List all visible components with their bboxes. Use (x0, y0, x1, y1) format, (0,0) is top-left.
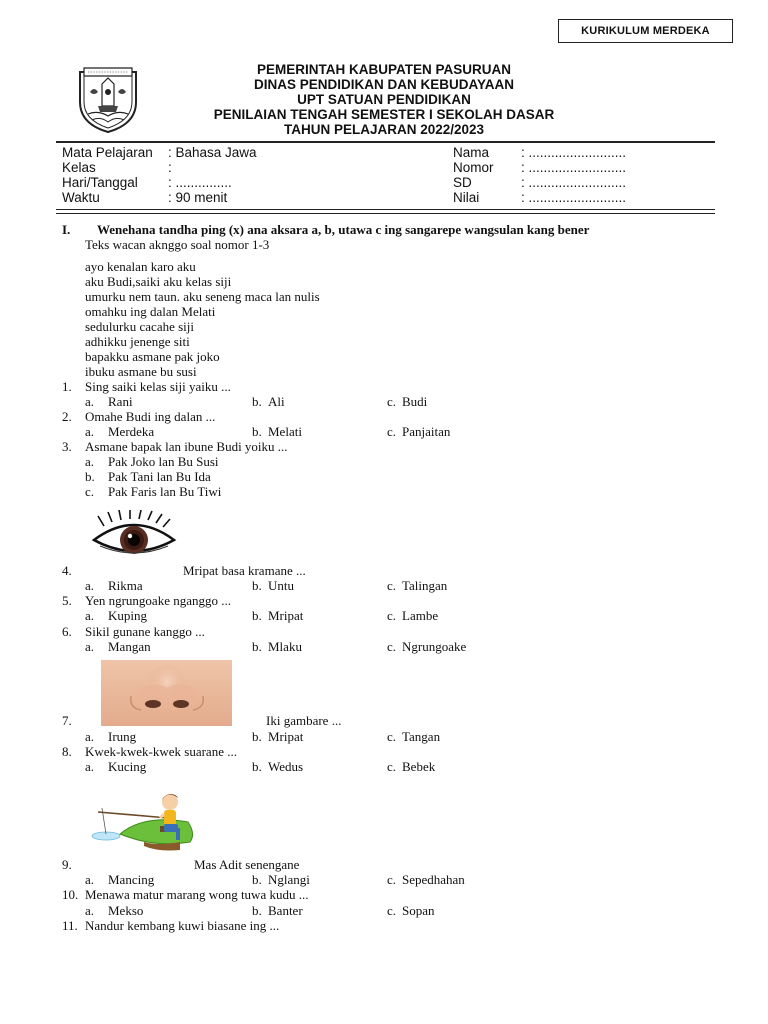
option-text[interactable]: Panjaitan (402, 424, 451, 439)
field-label-school: SD (453, 175, 472, 190)
header-line-5: TAHUN PELAJARAN 2022/2023 (283, 122, 485, 137)
option-text[interactable]: Kucing (108, 759, 147, 774)
option-text[interactable]: Mlaku (268, 639, 302, 654)
question-number: 5. (62, 593, 72, 608)
field-label-class: Kelas (62, 160, 96, 175)
field-value-number: : .......................... (521, 160, 627, 175)
option-text[interactable]: Mangan (108, 639, 151, 654)
option-text[interactable]: Mancing (108, 872, 155, 887)
option-letter[interactable]: a. (85, 639, 95, 654)
option-letter[interactable]: c. (387, 903, 397, 918)
question-text: Sing saiki kelas siji yaiku ... (85, 379, 231, 394)
curriculum-badge: KURIKULUM MERDEKA (558, 19, 733, 43)
option-letter[interactable]: a. (85, 759, 95, 774)
regency-logo (74, 62, 142, 134)
question-text: Asmane bapak lan ibune Budi yoiku ... (85, 439, 288, 454)
question-number: 6. (62, 624, 72, 639)
option-letter[interactable]: b. (252, 872, 262, 887)
option-letter[interactable]: c. (387, 639, 397, 654)
question-number: 9. (62, 857, 72, 872)
option-text[interactable]: Irung (108, 729, 137, 744)
option-text[interactable]: Mripat (268, 608, 304, 623)
option-letter[interactable]: a. (85, 454, 95, 469)
question-text: Mas Adit senengane (194, 857, 300, 872)
option-text[interactable]: Ngrungoake (402, 639, 467, 654)
field-label-name: Nama (453, 145, 490, 160)
field-value-subject: : Bahasa Jawa (168, 145, 257, 160)
option-letter[interactable]: b. (252, 608, 262, 623)
section-number: I. (62, 222, 71, 237)
field-value-score: : .......................... (521, 190, 627, 205)
reading-line: sedulurku cacahe siji (85, 319, 195, 334)
option-text[interactable]: Melati (268, 424, 302, 439)
question-text: Sikil gunane kanggo ... (85, 624, 205, 639)
option-letter[interactable]: b. (252, 729, 262, 744)
option-letter[interactable]: a. (85, 872, 95, 887)
option-text[interactable]: Wedus (268, 759, 304, 774)
option-text[interactable]: Budi (402, 394, 428, 409)
question-text: Yen ngrungoake nganggo ... (85, 593, 231, 608)
option-letter[interactable]: b. (252, 639, 262, 654)
option-letter[interactable]: c. (85, 484, 95, 499)
option-letter[interactable]: a. (85, 903, 95, 918)
field-value-time: : 90 menit (168, 190, 228, 205)
option-text[interactable]: Pak Tani lan Bu Ida (108, 469, 211, 484)
question-text: Iki gambare ... (266, 713, 342, 728)
option-text[interactable]: Ali (268, 394, 285, 409)
question-number: 10. (62, 887, 79, 902)
header-line-1: PEMERINTAH KABUPATEN PASURUAN (256, 62, 511, 77)
option-text[interactable]: Rani (108, 394, 133, 409)
option-letter[interactable]: b. (252, 903, 262, 918)
section-instruction: Wenehana tandha ping (x) ana aksara a, b, utawa c ing sangarepe wangsulan kang bener (97, 222, 590, 237)
nose-image (101, 660, 232, 726)
header-line-3: UPT SATUAN PENDIDIKAN (297, 92, 471, 107)
option-letter[interactable]: c. (387, 872, 397, 887)
option-text[interactable]: Sopan (402, 903, 435, 918)
option-letter[interactable]: c. (387, 759, 397, 774)
reading-line: bapakku asmane pak joko (85, 349, 220, 364)
option-letter[interactable]: c. (387, 424, 397, 439)
fishing-boy-image (84, 790, 196, 860)
field-label-score: Nilai (453, 190, 480, 205)
option-letter[interactable]: a. (85, 394, 95, 409)
option-text[interactable]: Kuping (108, 608, 147, 623)
header-line-4: PENILAIAN TENGAH SEMESTER I SEKOLAH DASAR (213, 107, 555, 122)
option-text[interactable]: Pak Faris lan Bu Tiwi (108, 484, 222, 499)
option-letter[interactable]: a. (85, 424, 95, 439)
header-divider (56, 141, 715, 143)
option-text[interactable]: Rikma (108, 578, 143, 593)
option-letter[interactable]: b. (252, 424, 262, 439)
option-text[interactable]: Tangan (402, 729, 441, 744)
option-letter[interactable]: c. (387, 608, 397, 623)
field-label-date: Hari/Tanggal (62, 175, 138, 190)
field-label-number: Nomor (453, 160, 494, 175)
option-letter[interactable]: b. (85, 469, 95, 484)
eye-image (90, 510, 178, 564)
option-letter[interactable]: c. (387, 394, 397, 409)
question-text: Kwek-kwek-kwek suarane ... (85, 744, 237, 759)
option-letter[interactable]: b. (252, 578, 262, 593)
header-line-2: DINAS PENDIDIKAN DAN KEBUDAYAAN (253, 77, 515, 92)
reading-line: omahku ing dalan Melati (85, 304, 216, 319)
option-letter[interactable]: c. (387, 729, 397, 744)
option-text[interactable]: Merdeka (108, 424, 155, 439)
field-value-date: : ............... (168, 175, 232, 190)
reading-line: aku Budi,saiki aku kelas siji (85, 274, 232, 289)
identity-divider-1 (56, 209, 715, 210)
question-number: 3. (62, 439, 72, 454)
option-text[interactable]: Sepedhahan (402, 872, 465, 887)
reading-line: umurku nem taun. aku seneng maca lan nulis (85, 289, 320, 304)
field-value-school: : .......................... (521, 175, 627, 190)
question-number: 7. (62, 713, 72, 728)
identity-divider-2 (56, 213, 715, 214)
option-text[interactable]: Nglangi (268, 872, 310, 887)
option-letter[interactable]: b. (252, 759, 262, 774)
question-number: 4. (62, 563, 72, 578)
field-value-class: : (168, 160, 172, 175)
reading-intro: Teks wacan aknggo soal nomor 1-3 (85, 237, 270, 252)
reading-line: ayo kenalan karo aku (85, 259, 196, 274)
question-text: Omahe Budi ing dalan ... (85, 409, 216, 424)
reading-line: adhikku jenenge siti (85, 334, 190, 349)
option-letter[interactable]: a. (85, 729, 95, 744)
option-letter[interactable]: c. (387, 578, 397, 593)
field-label-subject: Mata Pelajaran (62, 145, 153, 160)
option-text[interactable]: Talingan (402, 578, 448, 593)
option-letter[interactable]: a. (85, 578, 95, 593)
field-value-name: : .......................... (521, 145, 627, 160)
option-text[interactable]: Mekso (108, 903, 144, 918)
question-text: Mripat basa kramane ... (183, 563, 306, 578)
field-label-time: Waktu (62, 190, 100, 205)
option-text[interactable]: Lambe (402, 608, 439, 623)
option-letter[interactable]: b. (252, 394, 262, 409)
option-letter[interactable]: a. (85, 608, 95, 623)
option-text[interactable]: Untu (268, 578, 294, 593)
question-number: 2. (62, 409, 72, 424)
question-number: 11. (62, 918, 78, 933)
reading-line: ibuku asmane bu susi (85, 364, 197, 379)
option-text[interactable]: Mripat (268, 729, 304, 744)
option-text[interactable]: Pak Joko lan Bu Susi (108, 454, 219, 469)
option-text[interactable]: Banter (268, 903, 303, 918)
question-text: Nandur kembang kuwi biasane ing ... (85, 918, 280, 933)
question-number: 8. (62, 744, 72, 759)
question-number: 1. (62, 379, 72, 394)
option-text[interactable]: Bebek (402, 759, 436, 774)
question-text: Menawa matur marang wong tuwa kudu ... (85, 887, 309, 902)
